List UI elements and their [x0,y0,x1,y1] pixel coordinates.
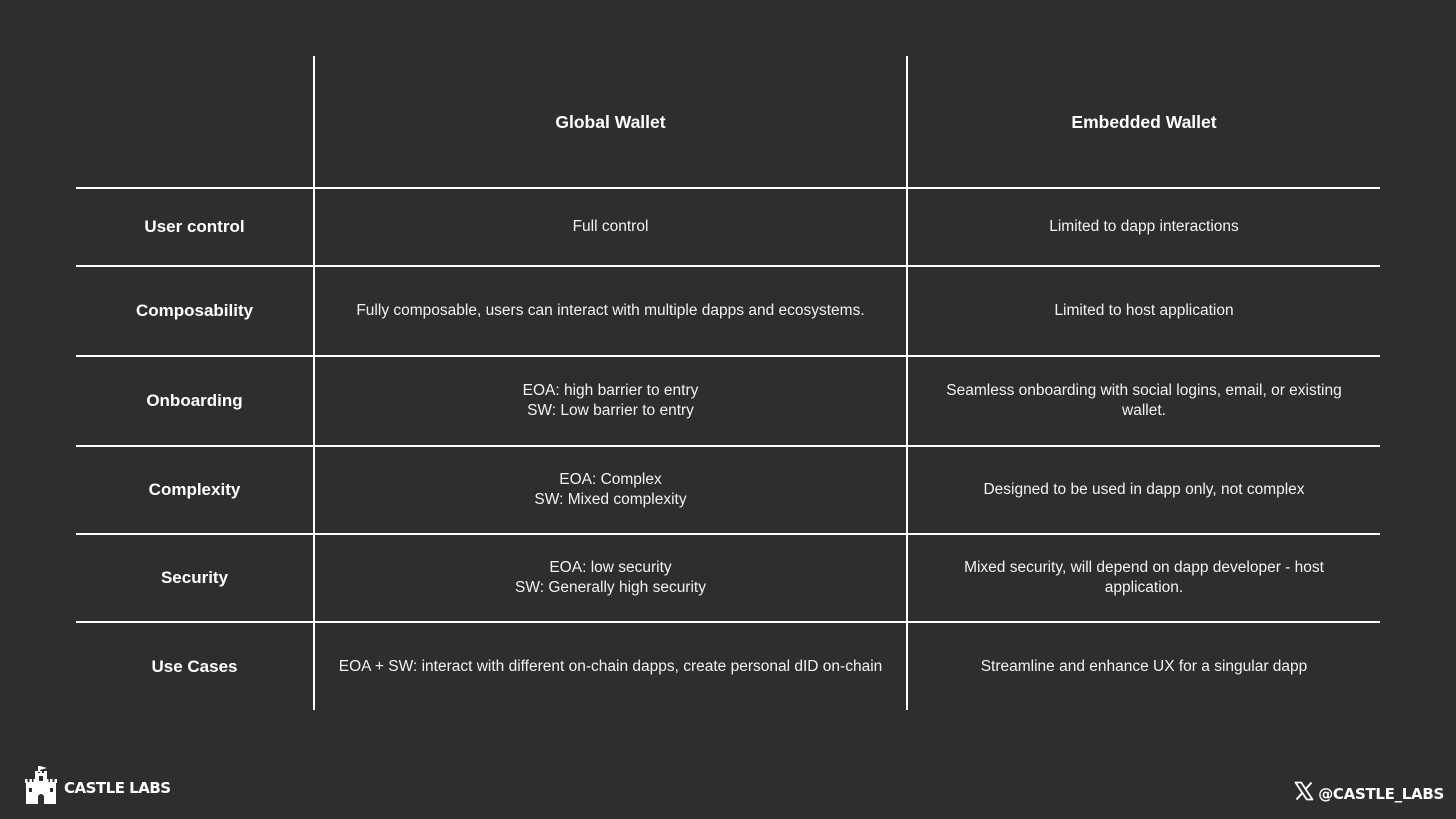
brand-name: CASTLE LABS [64,778,171,797]
cell-composability-global: Fully composable, users can interact with multiple dapps and ecosystems. [356,302,865,319]
row-header-use-cases: Use Cases [151,656,238,676]
social-handle [1294,781,1444,806]
row-header-complexity: Complexity [148,480,241,499]
castle-logo-icon [24,766,58,809]
row-header-security: Security [160,568,229,587]
cell-use-cases-global: EOA + SW: interact with different on-chain dapps, create personal dID on-chain [338,657,883,675]
column-header-global-wallet: Global Wallet [555,111,666,132]
cell-use-cases-embedded: Streamline and enhance UX for a singular dapp [980,657,1308,675]
cell-user-control-global: Full control [572,218,649,235]
handle-text: @CASTLE_LABS [1318,784,1444,803]
column-header-embedded-wallet: Embedded Wallet [1071,111,1217,132]
comparison-table [76,56,1380,710]
row-header-onboarding: Onboarding [146,391,243,410]
cell-composability-embedded: Limited to host application [1054,302,1234,319]
row-header-user-control: User control [144,217,245,236]
cell-security-global: EOA: low security SW: Generally high security [515,559,706,596]
cell-security-embedded: Mixed security, will depend on dapp developer - host application. [964,559,1324,596]
cell-onboarding-global: EOA: high barrier to entry SW: Low barrier to entry [522,382,699,419]
cell-complexity-global: EOA: Complex SW: Mixed complexity [534,471,687,508]
cell-onboarding-embedded: Seamless onboarding with social logins, email, or existing wallet. [946,382,1342,419]
cell-complexity-embedded: Designed to be used in dapp only, not complex [983,481,1305,498]
row-header-composability: Composability [135,301,254,320]
column-header-corner [76,56,313,187]
x-logo-icon [1294,781,1314,806]
cell-user-control-embedded: Limited to dapp interactions [1049,218,1239,235]
brand [24,766,171,809]
